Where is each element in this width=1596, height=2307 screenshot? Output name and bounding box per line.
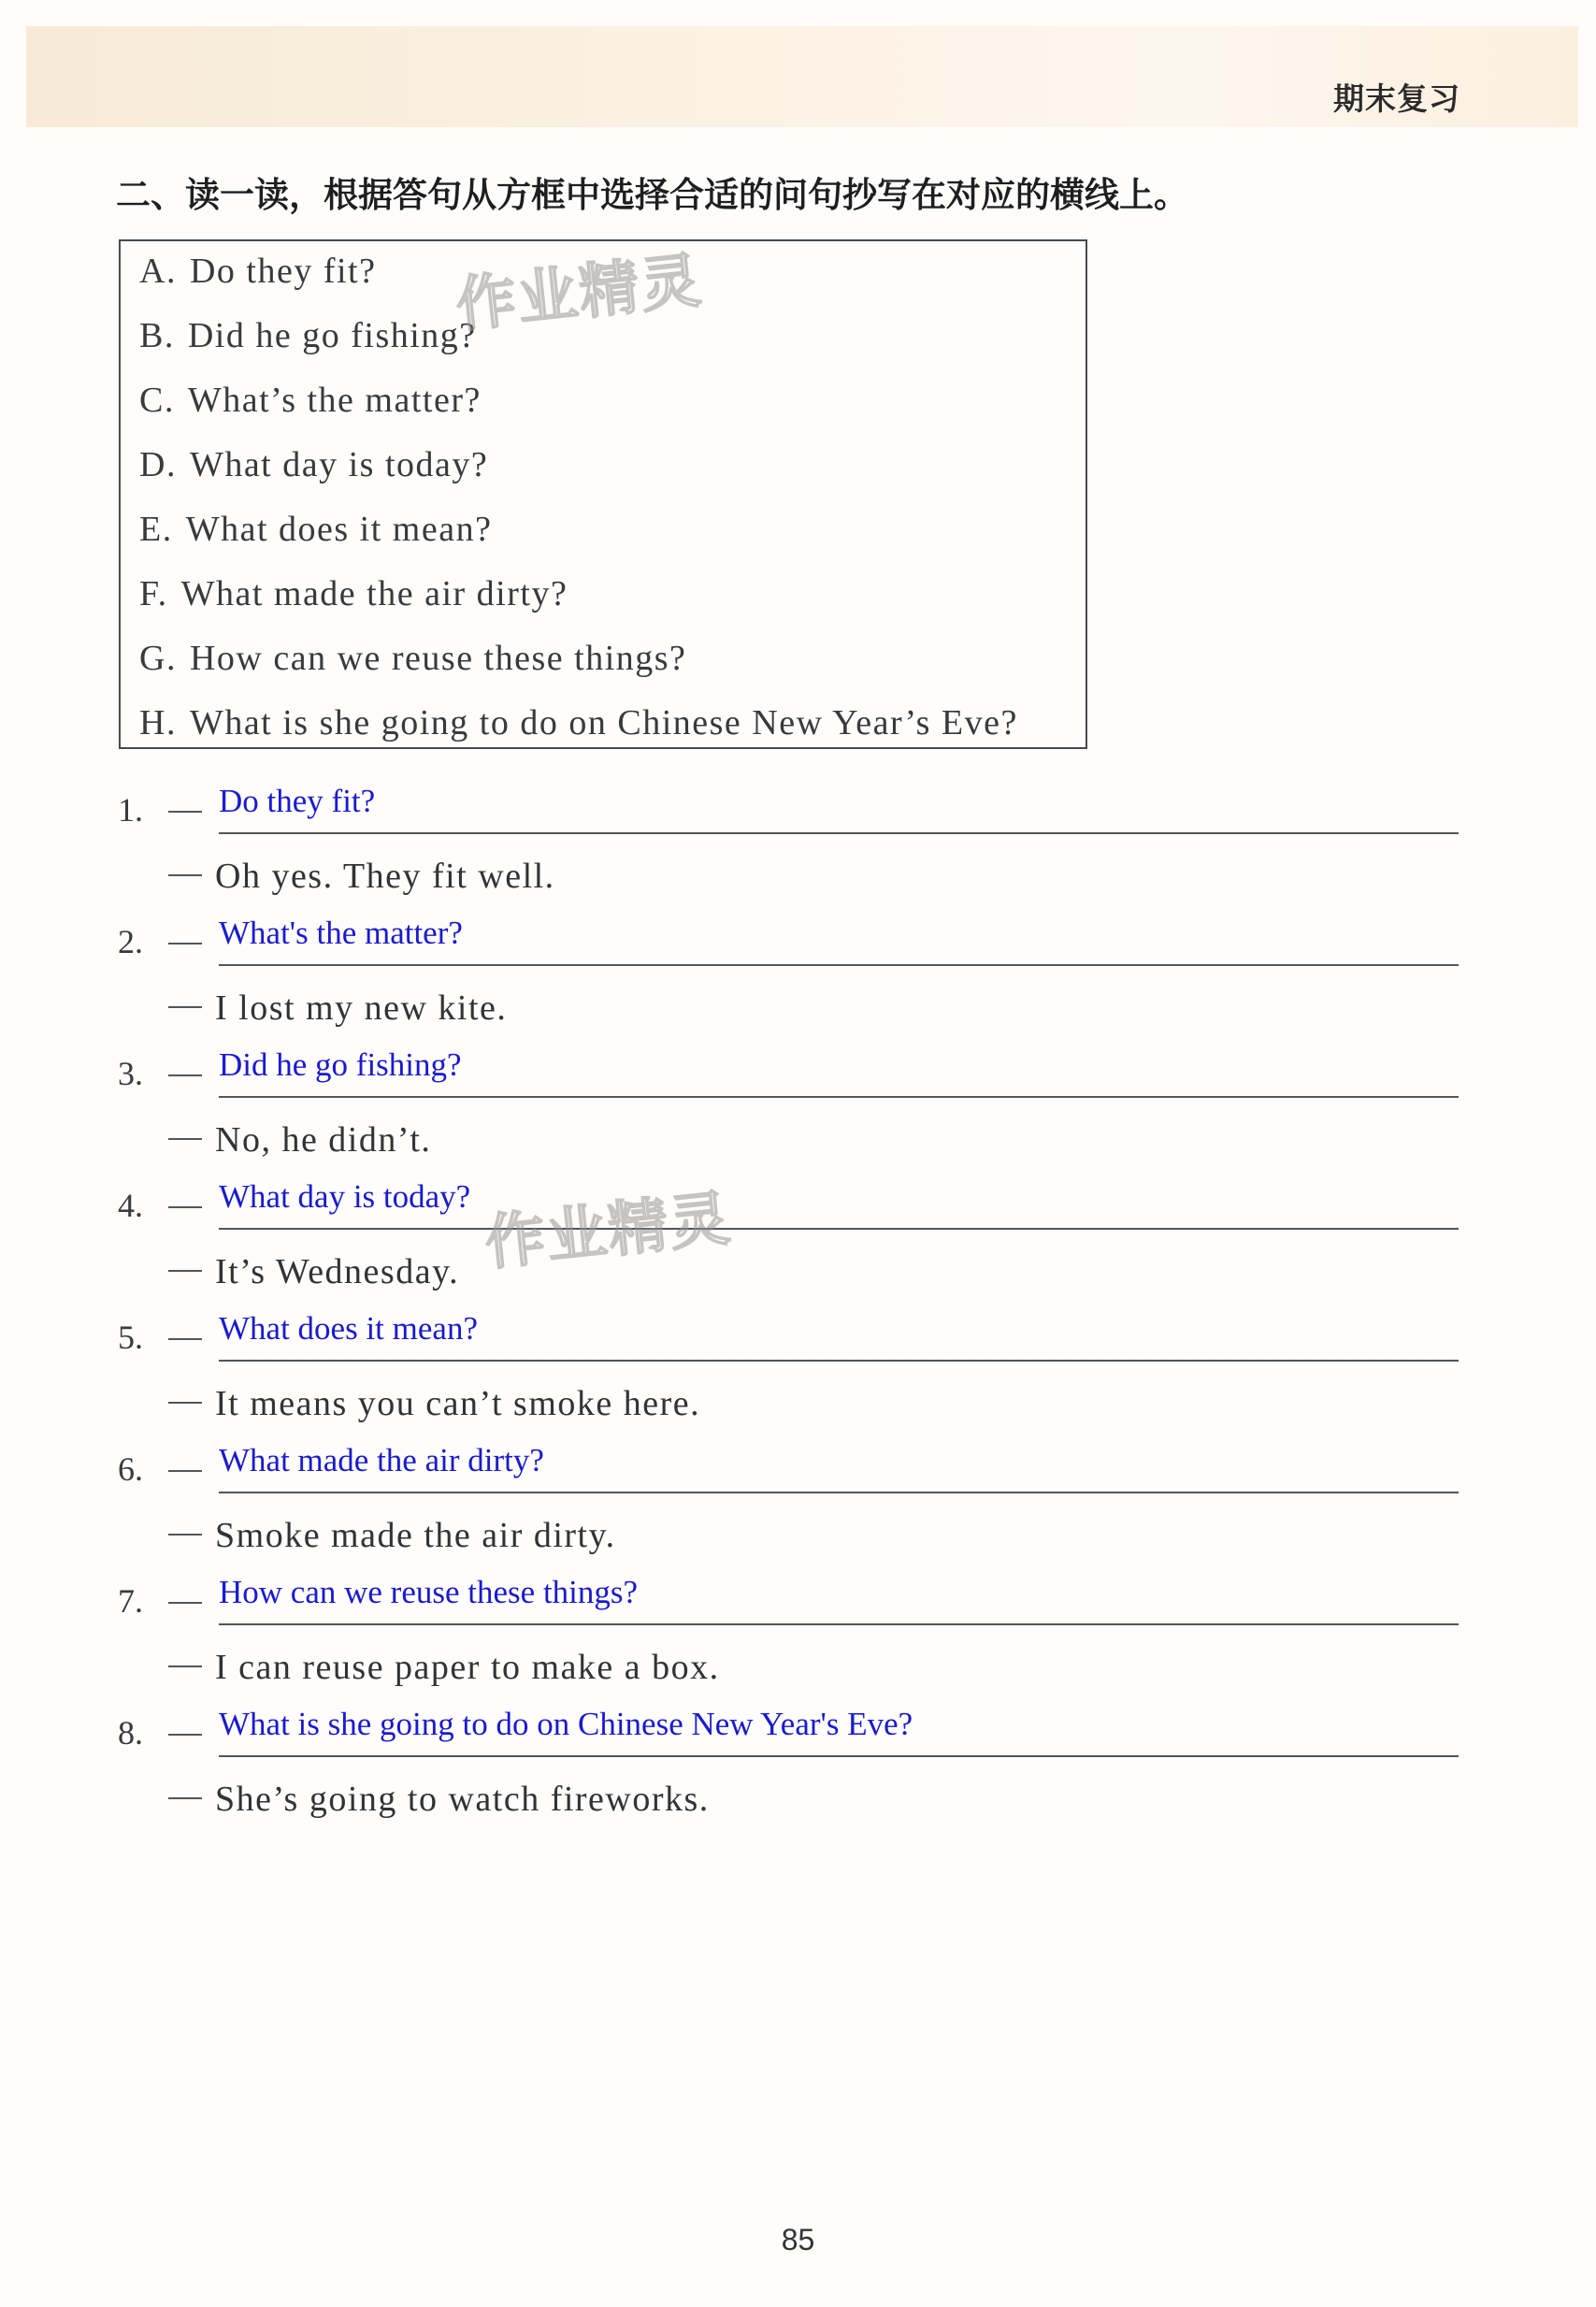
- reply-text: It’s Wednesday.: [168, 1251, 459, 1292]
- answer-text[interactable]: What is she going to do on Chinese New Year's Eve?: [219, 1706, 913, 1742]
- reply-text: It means you can’t smoke here.: [168, 1383, 700, 1424]
- question-dash: [168, 1338, 202, 1340]
- question-number: 4.: [118, 1187, 143, 1224]
- answer-line: [219, 1228, 1459, 1230]
- reply-dash: [168, 1797, 202, 1799]
- answer-line: [219, 1755, 1459, 1757]
- reply-text: She’s going to watch fireworks.: [168, 1779, 710, 1820]
- reply-text: I lost my new kite.: [168, 988, 507, 1029]
- answer-text[interactable]: How can we reuse these things?: [219, 1574, 639, 1610]
- question-number: 1.: [118, 791, 143, 829]
- answer-line: [219, 832, 1459, 834]
- page-number: 85: [781, 2223, 815, 2257]
- reply-dash: [168, 1138, 202, 1140]
- question-number: 6.: [118, 1450, 143, 1488]
- option-d: D. What day is today?: [139, 445, 489, 484]
- option-h: H. What is she going to do on Chinese New Year’s Eve?: [139, 703, 1018, 743]
- reply-dash: [168, 1006, 202, 1008]
- answer-line: [219, 1096, 1459, 1098]
- exercise-instruction: 二、读一读，根据答句从方框中选择合适的问句抄写在对应的横线上。: [116, 175, 1188, 215]
- answer-text[interactable]: What made the air dirty?: [219, 1442, 544, 1478]
- answer-text[interactable]: What does it mean?: [219, 1310, 478, 1347]
- answer-line: [219, 1623, 1459, 1625]
- watermark: 作业精灵: [453, 246, 706, 341]
- answer-line: [219, 1492, 1459, 1493]
- section-tag: 期末复习: [1333, 80, 1460, 117]
- question-dash: [168, 811, 202, 813]
- question-number: 8.: [118, 1714, 143, 1752]
- watermark: 作业精灵: [482, 1184, 735, 1279]
- question-dash: [168, 1602, 202, 1604]
- reply-text: No, he didn’t.: [168, 1119, 431, 1161]
- reply-dash: [168, 1270, 202, 1272]
- option-g: G. How can we reuse these things?: [139, 639, 687, 678]
- reply-dash: [168, 1534, 202, 1536]
- question-number: 2.: [118, 923, 143, 960]
- option-f: F. What made the air dirty?: [139, 574, 568, 613]
- question-number: 3.: [118, 1055, 143, 1092]
- reply-dash: [168, 874, 202, 876]
- option-e: E. What does it mean?: [139, 510, 493, 549]
- option-a: A. Do they fit?: [139, 252, 377, 291]
- answer-text[interactable]: What's the matter?: [219, 915, 463, 951]
- reply-text: Oh yes. They fit well.: [168, 856, 555, 897]
- reply-text: I can reuse paper to make a box.: [168, 1647, 720, 1688]
- answer-text[interactable]: Did he go fishing?: [219, 1046, 462, 1083]
- question-number: 7.: [118, 1582, 143, 1620]
- answer-line: [219, 964, 1459, 966]
- reply-dash: [168, 1665, 202, 1667]
- reply-text: Smoke made the air dirty.: [168, 1515, 616, 1556]
- option-c: C. What’s the matter?: [139, 381, 482, 420]
- question-number: 5.: [118, 1319, 143, 1356]
- option-b: B. Did he go fishing?: [139, 316, 477, 355]
- answer-line: [219, 1360, 1459, 1362]
- reply-dash: [168, 1402, 202, 1404]
- question-dash: [168, 943, 202, 944]
- question-dash: [168, 1074, 202, 1076]
- question-dash: [168, 1206, 202, 1208]
- answer-text[interactable]: What day is today?: [219, 1178, 471, 1215]
- question-dash: [168, 1470, 202, 1472]
- question-dash: [168, 1734, 202, 1736]
- answer-text[interactable]: Do they fit?: [219, 783, 376, 819]
